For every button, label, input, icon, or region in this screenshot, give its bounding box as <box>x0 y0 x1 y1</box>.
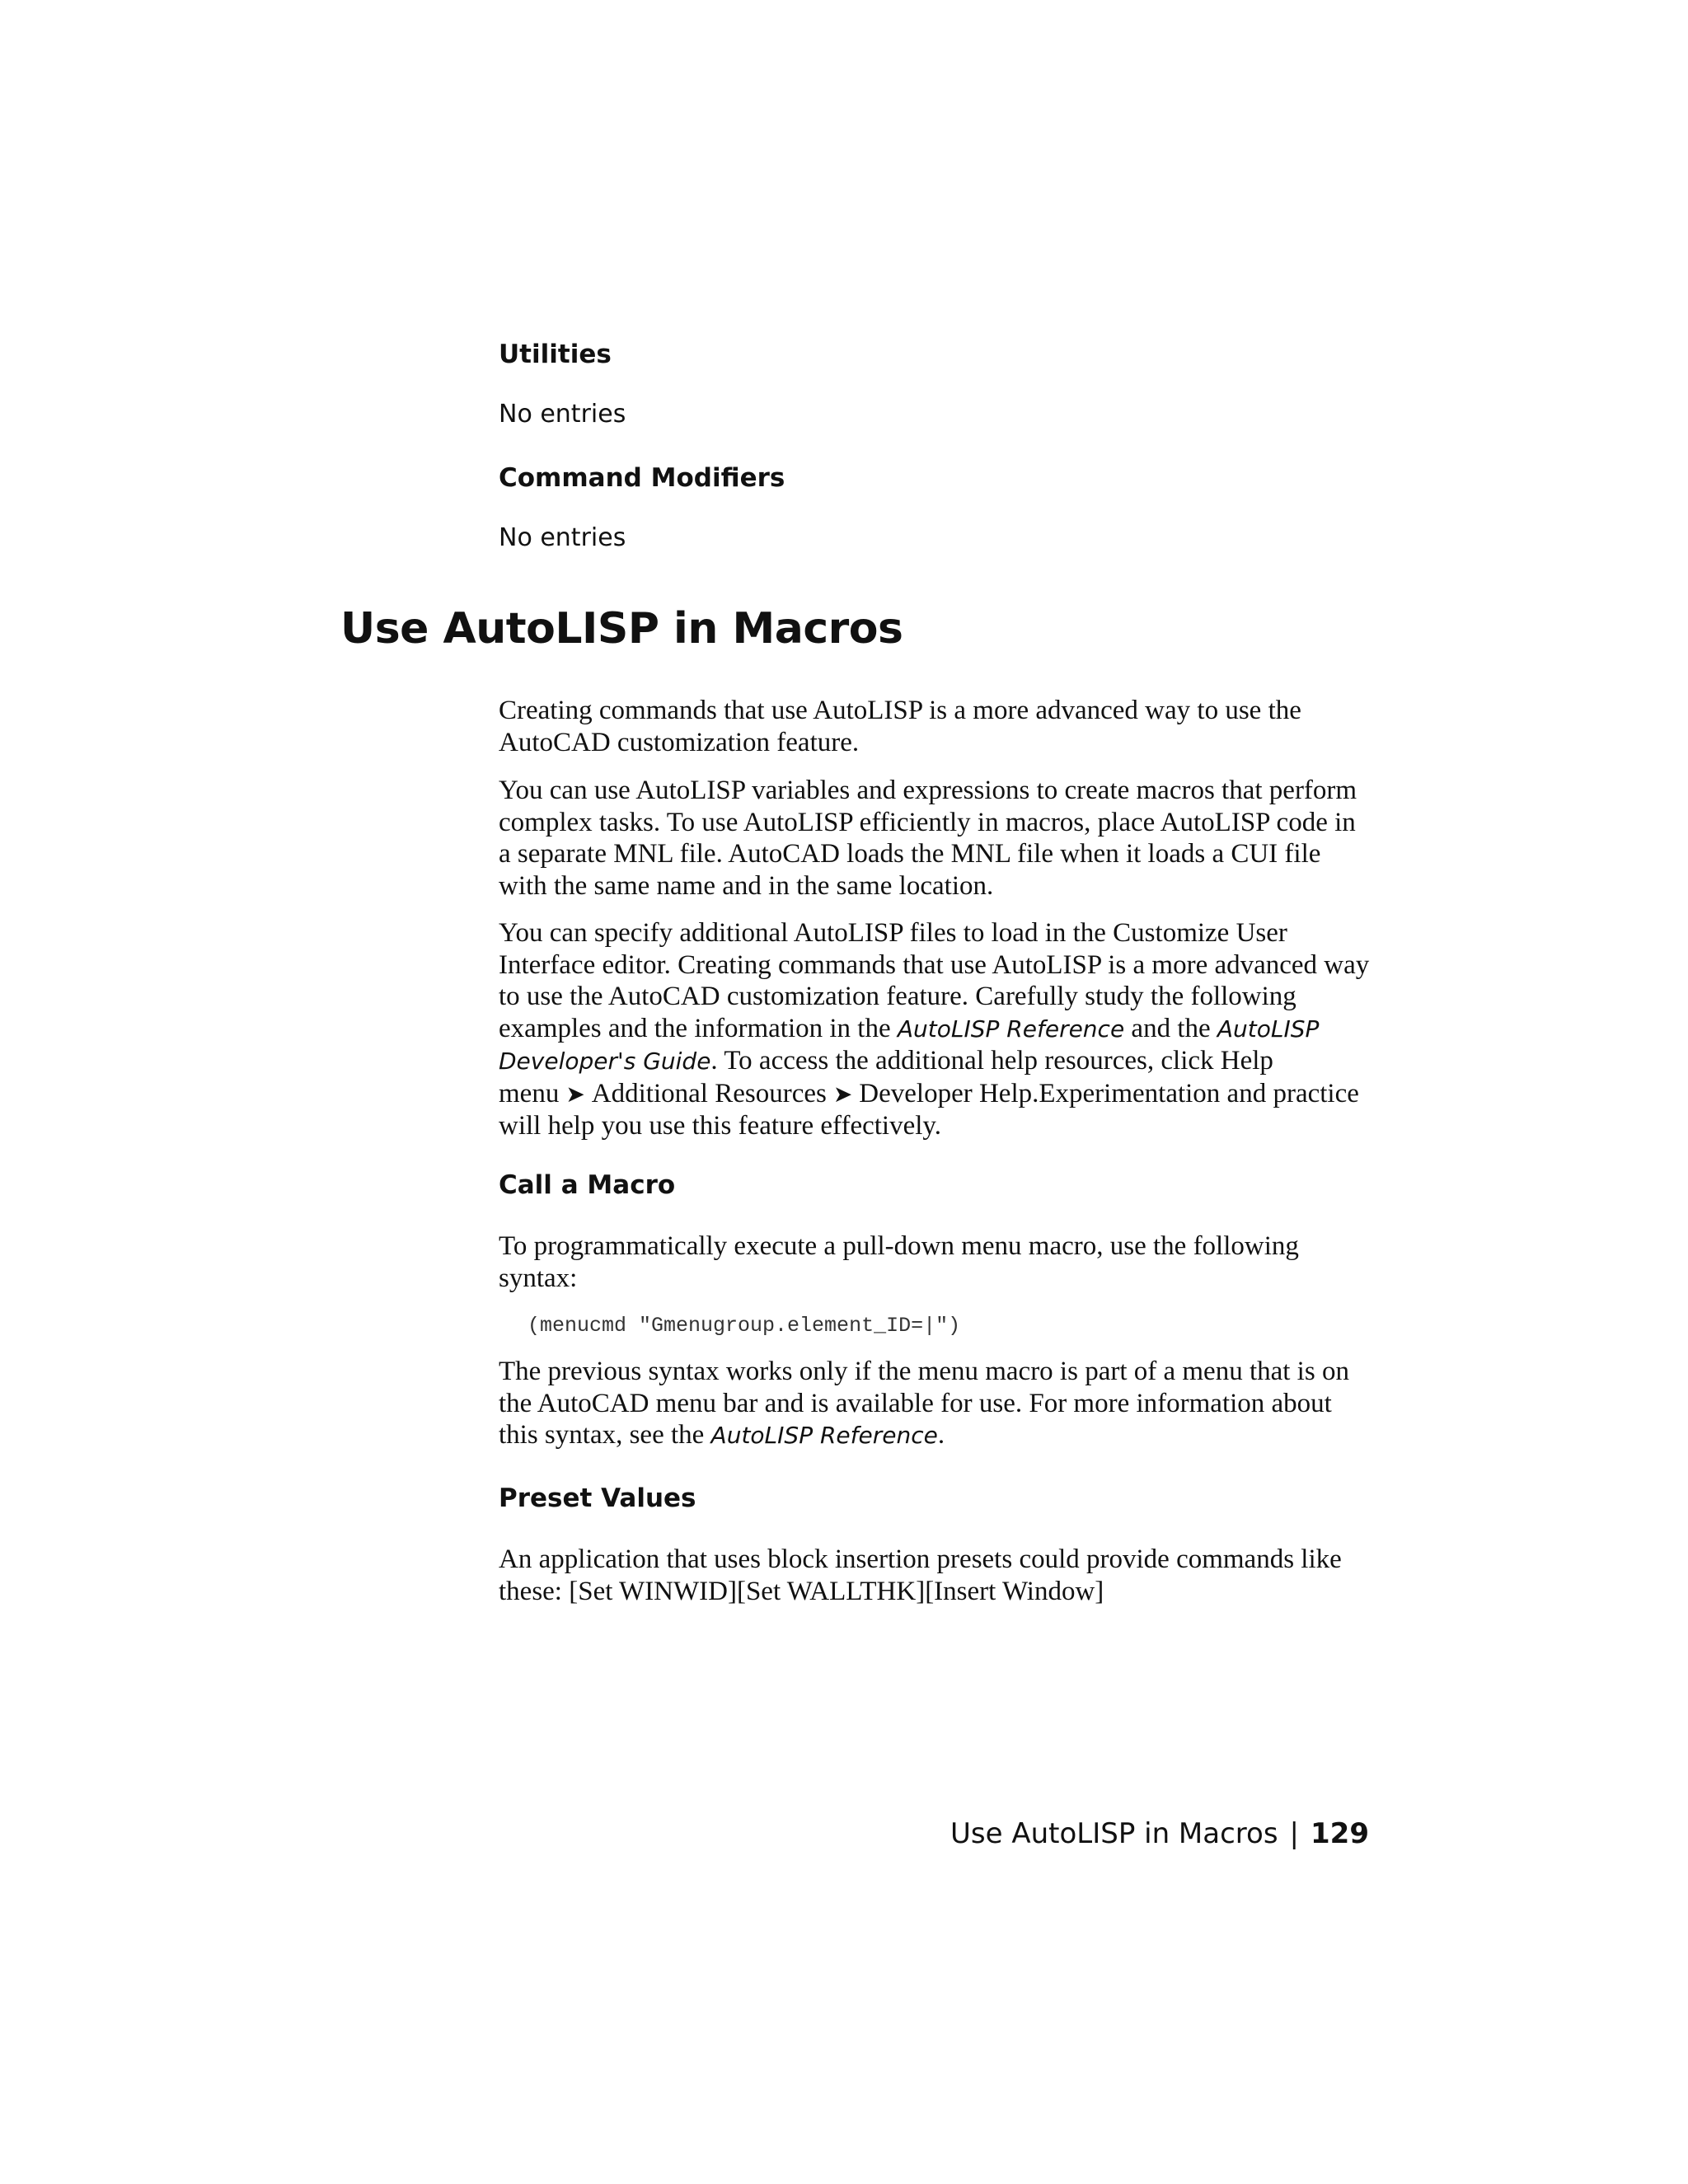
footer-title: Use AutoLISP in Macros <box>950 1817 1278 1850</box>
heading-preset-values: Preset Values <box>499 1483 696 1513</box>
call-macro-paragraph-1: To programmatically execute a pull-down menu macro, use the following syntax: <box>499 1231 1299 1293</box>
intro-paragraph-2: You can use AutoLISP variables and expressions to create macros that perform complex tasks. To use AutoLISP efficiently in macros, place AutoLISP code in a separate MNL file. AutoCAD loads the MNL file when it loads a CUI file with the same name and in the same location. <box>499 776 1357 901</box>
intro-paragraph-3: You can specify additional AutoLISP files to load in the Customize User Interface editor. Creating commands that use AutoLISP is a more advanced way to use the AutoCAD customization feature. Carefully study the following examples and the information in the AutoLISP Reference and the AutoLISP Developer's Guide. To access the additional help resources, click Help menu ➤ Additional Resources ➤ Developer Help.Experimentation and practice will help you use this feature effectively. <box>499 918 1370 1141</box>
command-modifiers-text: No entries <box>499 523 626 552</box>
page-number: 129 <box>1311 1817 1369 1850</box>
heading-call-a-macro: Call a Macro <box>499 1170 676 1200</box>
code-snippet: (menucmd "Gmenugroup.element_ID=|") <box>528 1314 961 1338</box>
reference-autolisp: AutoLISP Reference <box>710 1422 938 1449</box>
page-title: Use AutoLISP in Macros <box>340 604 903 654</box>
call-macro-paragraph-2: The previous syntax works only if the menu macro is part of a menu that is on the AutoCAD menu bar and is available for use. For more information about this syntax, see the AutoLISP Reference. <box>499 1357 1349 1450</box>
intro-paragraph-1: Creating commands that use AutoLISP is a more advanced way to use the AutoCAD customization feature. <box>499 696 1301 757</box>
reference-autolisp: AutoLISP Reference <box>897 1015 1125 1043</box>
page-footer <box>950 1817 1369 1850</box>
heading-command-modifiers: Command Modifiers <box>499 463 785 493</box>
heading-utilities: Utilities <box>499 340 612 369</box>
footer-separator: | <box>1289 1817 1300 1850</box>
preset-values-paragraph: An application that uses block insertion presets could provide commands like these: [Set WINWID][Set WALLTHK][Insert Window] <box>499 1544 1342 1606</box>
utilities-text: No entries <box>499 400 626 429</box>
reference-developers-guide: AutoLISP Developer's Guide <box>499 1015 1320 1075</box>
arrow-right-icon: ➤ <box>832 1080 853 1108</box>
arrow-right-icon: ➤ <box>565 1080 585 1108</box>
